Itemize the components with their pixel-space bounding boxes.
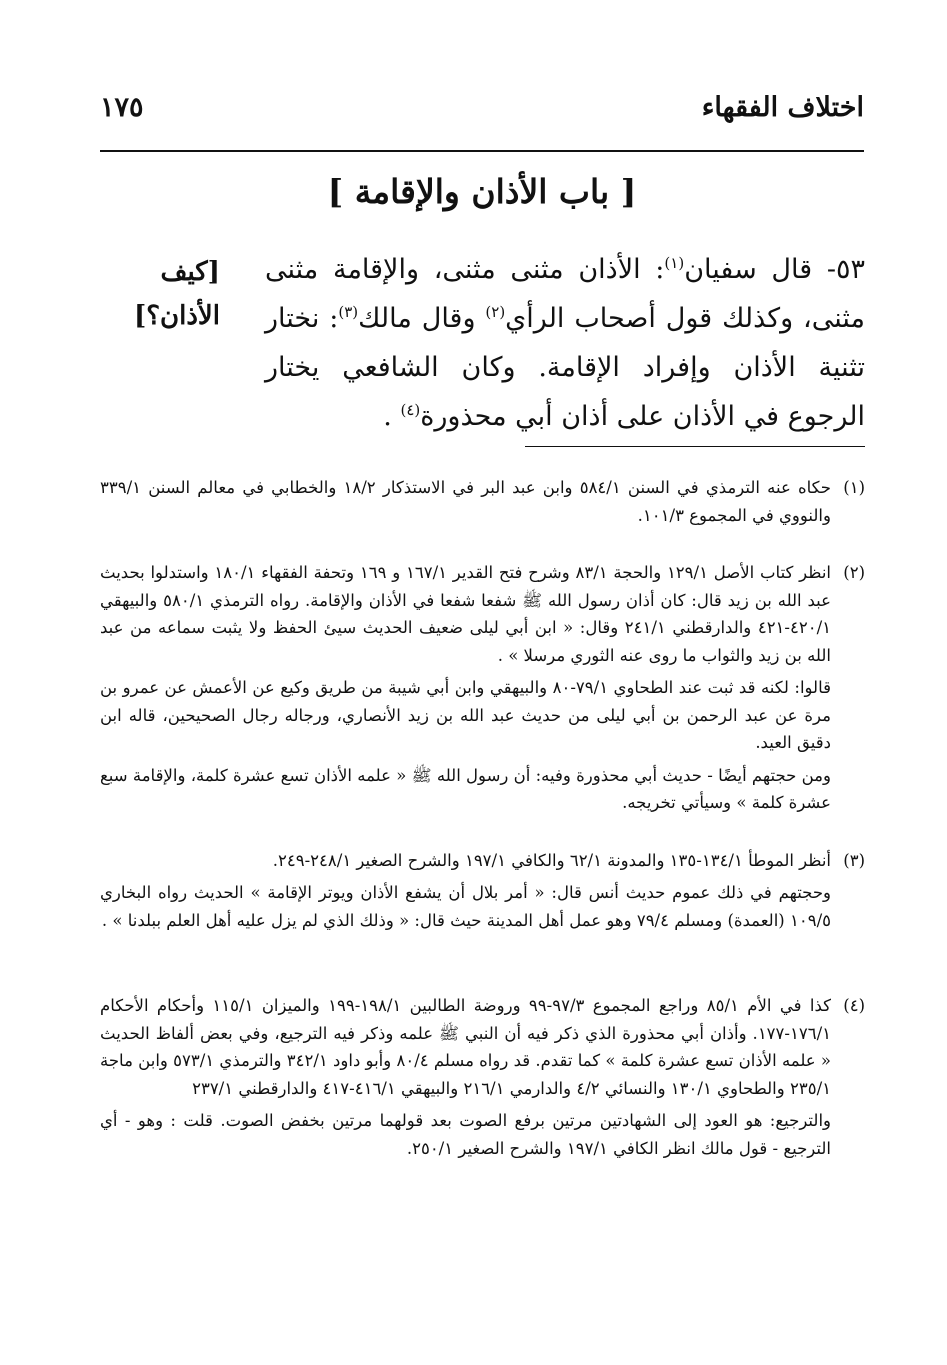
- footnote-2: [100, 559, 865, 817]
- footnote-paragraph: انظر كتاب الأصل ١٢٩/١ والحجة ٨٣/١ وشرح فتح القدير ١٦٧/١ و ١٦٩ وتحفة الفقهاء ١٨٠/١ واستدلوا بحديث عبد الله بن زيد قال: كان أذان رسول الله ﷺ شفعا شفعا في الأذان والإقامة. رواه الترمذي ٥٨٠/١ والبيهقي ٤٢٠/١-٤٢١ والدارقطني ٢٤١/١ وقال: « ابن أبي ليلى ضعيف الحديث سيئ الحفظ ولا يثبت سماعه من عبد الله بن زيد والثواب ما روى عنه الثوري مرسلا » .: [100, 563, 832, 665]
- footnote-divider: [525, 446, 865, 447]
- running-title: اختلاف الفقهاء: [701, 92, 864, 123]
- page-number: ١٧٥: [100, 92, 144, 123]
- footnote-3: [100, 847, 865, 935]
- footnote-1: [100, 474, 865, 529]
- footnote-number: (٢): [843, 563, 865, 582]
- footnote-paragraph: حكاه عنه الترمذي في السنن ٥٨٤/١ وابن عبد البر في الاستذكار ١٨/٢ والخطابي في معالم السنن ٣٣٩/١ والنووي في المجموع ١٠١/٣.: [100, 478, 831, 525]
- footnote-number: (٤): [843, 996, 865, 1015]
- footnotes-section: [100, 474, 865, 1162]
- footnote-ref-2[interactable]: (٢): [485, 303, 506, 321]
- main-text-segment: : نختار تثنية الأذان وإفراد الإقامة. وكان الشافعي يختار الرجوع في الأذان على أذان أبي محذورة: [265, 303, 865, 432]
- main-text-segment: ٥٣- قال سفيان: [684, 254, 865, 285]
- main-paragraph: [265, 245, 865, 441]
- header-divider: [100, 150, 864, 152]
- footnote-number: (٣): [843, 850, 865, 870]
- margin-note-line: [كيف: [160, 257, 220, 287]
- main-text-segment: : الأذان مثنى مثنى، والإقامة مثنى مثنى، وكذلك قول أصحاب الرأي: [265, 254, 865, 334]
- footnote-paragraph: أنظر الموطأ ١٣٤/١-١٣٥ والمدونة ٦٢/١ والكافي ١٩٧/١ والشرح الصغير ٢٤٨/١-٢٤٩.: [272, 850, 831, 870]
- footnote-4: [100, 992, 865, 1162]
- footnote-paragraph: كذا في الأم ٨٥/١ وراجع المجموع ٩٧/٣-٩٩ وروضة الطالبين ١٩٨/١-١٩٩ والميزان ١١٥/١ وأحكام الأحكام ١٧٦/١-١٧٧. وأذان أبي محذورة الذي ذكر فيه أن النبي ﷺ علمه وذكر فيه الترجيع، وفي بعض ألفاظ الحديث « علمه الأذان تسع عشرة كلمة » كما تقدم. قد رواه مسلم ٨٠/٤ وأبو داود ٣٤٢/١ والترمذي ٥٧٣/١ وابن ماجة ٢٣٥/١ والطحاوي ١٣٠/١ والنسائي ٤/٢ والدارمي ٢١٦/١ والبيهقي ٤١٦/١-٤١٧ والدارقطني ٢٣٧/١: [100, 996, 831, 1098]
- running-header: [100, 92, 864, 134]
- margin-note: [120, 250, 220, 338]
- chapter-title: [ باب الأذان والإقامة ]: [327, 172, 637, 211]
- footnote-paragraph: قالوا: لكنه قد ثبت عند الطحاوي ٧٩/١-٨٠ والبيهقي وابن أبي شيبة من طريق وكيع عن الأعمش عن عمرو بن مرة عن عبد الرحمن بن أبي ليلى من حديث عبد الله بن زيد الأنصاري، ورجاله رجال الصحيحين، قاله ابن دقيق العيد.: [100, 678, 831, 752]
- main-text-segment: .: [383, 401, 401, 432]
- footnote-paragraph: وحجتهم في ذلك عموم حديث أنس قال: « أمر بلال أن يشفع الأذان ويوتر الإقامة » الحديث رواه البخاري ١٠٩/٥ (العمدة) ومسلم ٧٩/٤ وهو عمل أهل المدينة حيث قال: « وذلك الذي لم يزل عليه أهل العلم ببلدنا » .: [100, 883, 831, 930]
- footnote-paragraph: والترجيع: هو العود إلى الشهادتين مرتين برفع الصوت بعد قولهما مرتين بخفض الصوت. قلت : وهو - أي الترجيع - قول مالك انظر الكافي ١٩٧/١ والشرح الصغير ٢٥٠/١.: [100, 1111, 831, 1158]
- main-text-segment: وقال مالك: [358, 303, 486, 334]
- footnote-number: (١): [843, 478, 865, 497]
- footnote-ref-1[interactable]: (١): [664, 254, 685, 272]
- margin-note-line: الأذان؟]: [133, 301, 220, 331]
- footnote-ref-4[interactable]: (٤): [400, 401, 421, 419]
- footnote-ref-3[interactable]: (٣): [338, 303, 359, 321]
- footnote-paragraph: ومن حجتهم أيضًا - حديث أبي محذورة وفيه: أن رسول الله ﷺ « علمه الأذان تسع عشرة كلمة، والإقامة سبع عشرة كلمة » وسيأتي تخريجه.: [100, 765, 831, 812]
